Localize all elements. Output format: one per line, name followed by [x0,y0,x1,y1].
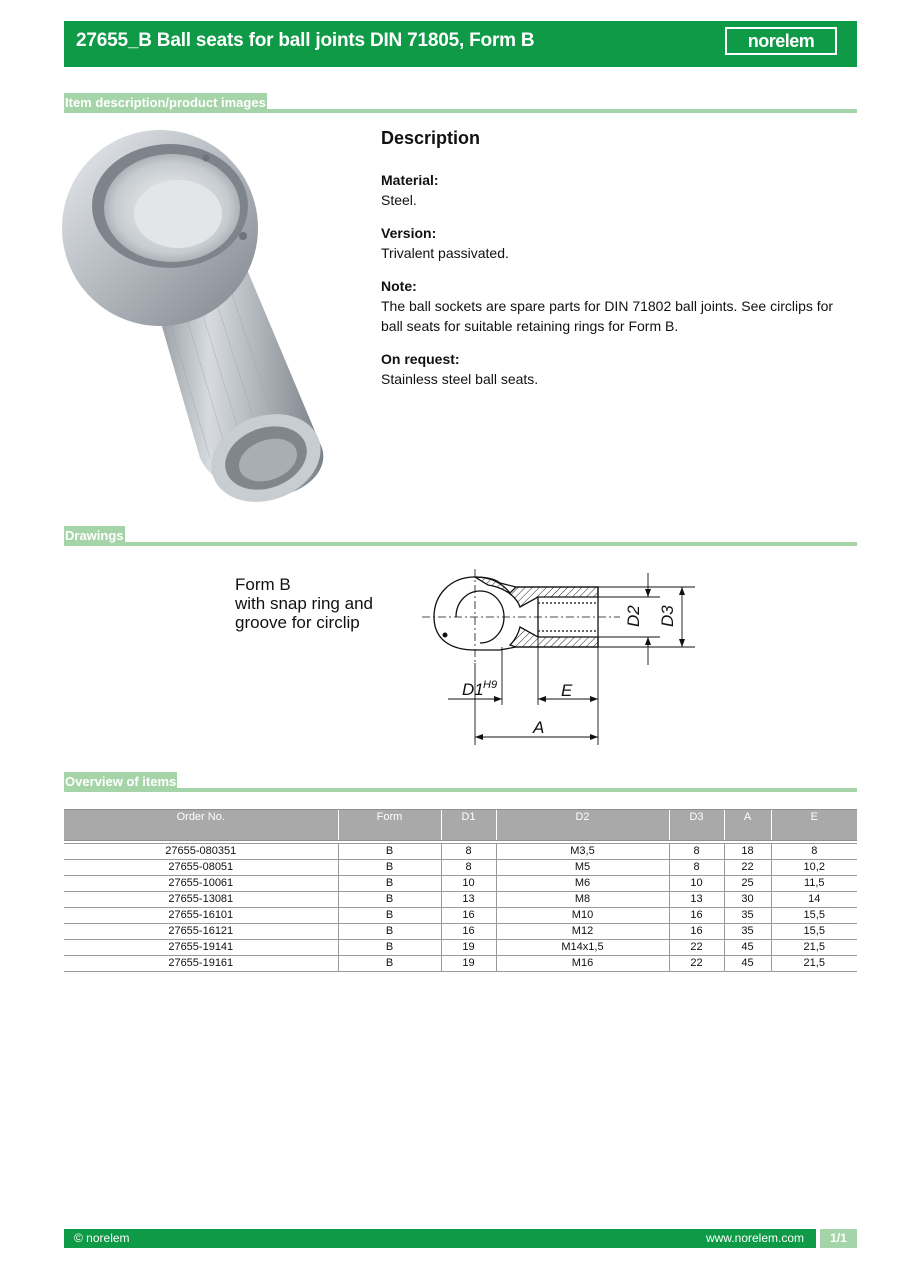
on-request-block [381,349,857,389]
on-request-value: Stainless steel ball seats. [381,371,539,387]
cell-a: 45 [724,940,771,956]
cell-d2: M12 [496,924,669,940]
section-drawings [64,524,857,546]
footer-url-link[interactable]: www.norelem.com [705,1231,804,1245]
version-block [381,223,857,263]
section-label: Overview of items [64,772,177,792]
footer-copyright: © norelem [74,1231,130,1245]
version-value: Trivalent passivated. [381,245,509,261]
cell-d3: 10 [669,876,724,892]
note-label: Note: [381,278,417,294]
cell-e: 11,5 [771,876,857,892]
form-line-1: Form B [235,575,291,594]
cell-d3: 22 [669,940,724,956]
dim-d2-label: D2 [624,605,643,627]
cell-order-no: 27655-16101 [64,908,338,924]
cell-d3: 8 [669,860,724,876]
cell-e: 15,5 [771,908,857,924]
cell-e: 10,2 [771,860,857,876]
material-value: Steel. [381,192,417,208]
table-row [64,860,857,876]
items-table [64,809,857,972]
product-image [60,128,335,508]
cell-d1: 8 [441,844,496,860]
cell-form: B [338,860,441,876]
cell-e: 8 [771,844,857,860]
cell-e: 15,5 [771,924,857,940]
table-row [64,908,857,924]
col-d3: D3 [669,810,724,841]
col-d2: D2 [496,810,669,841]
cell-d1: 19 [441,956,496,972]
page-title: 27655_B Ball seats for ball joints DIN 71805, Form B [76,30,535,51]
header-bar [64,21,857,67]
cell-form: B [338,892,441,908]
on-request-label: On request: [381,351,460,367]
cell-d3: 16 [669,924,724,940]
technical-drawing [420,565,700,750]
col-d1: D1 [441,810,496,841]
norelem-logo: norelem [725,27,837,55]
cell-a: 35 [724,924,771,940]
cell-a: 45 [724,956,771,972]
cell-a: 35 [724,908,771,924]
col-order-no: Order No. [64,810,338,841]
cell-form: B [338,940,441,956]
cell-a: 30 [724,892,771,908]
cell-a: 22 [724,860,771,876]
table-row [64,956,857,972]
cell-d3: 22 [669,956,724,972]
cell-form: B [338,844,441,860]
table-row [64,940,857,956]
cell-d2: M10 [496,908,669,924]
dim-a-label: A [533,718,545,737]
cell-form: B [338,956,441,972]
cell-form: B [338,876,441,892]
table-row [64,924,857,940]
cell-d2: M16 [496,956,669,972]
dim-d1-tolerance: H9 [483,679,498,691]
cell-d1: 19 [441,940,496,956]
dim-d3-label: D3 [658,605,677,627]
version-label: Version: [381,225,437,241]
section-label: Drawings [64,526,125,546]
section-label: Item description/product images [64,93,267,113]
cell-order-no: 27655-19161 [64,956,338,972]
section-rule [64,788,857,792]
cell-e: 21,5 [771,956,857,972]
cell-e: 21,5 [771,940,857,956]
form-line-2: with snap ring and [235,594,373,613]
footer-bar [64,1229,816,1248]
note-value: The ball sockets are spare parts for DIN 71802 ball joints. See circlips for ball seats for suitable retaining rings for Form B. [381,298,834,334]
dim-d1-label: D1 [462,680,484,699]
section-rule [64,542,857,546]
table-row [64,844,857,860]
col-form: Form [338,810,441,841]
col-a: A [724,810,771,841]
cell-d1: 8 [441,860,496,876]
form-line-3: groove for circlip [235,613,360,632]
cell-d2: M6 [496,876,669,892]
cell-form: B [338,908,441,924]
cell-d3: 16 [669,908,724,924]
cell-order-no: 27655-080351 [64,844,338,860]
cell-a: 18 [724,844,771,860]
cell-d2: M8 [496,892,669,908]
col-e: E [771,810,857,841]
material-label: Material: [381,172,439,188]
cell-form: B [338,924,441,940]
section-item-description [64,91,857,113]
drawing-form-caption [235,575,373,632]
cell-order-no: 27655-19141 [64,940,338,956]
cell-order-no: 27655-08051 [64,860,338,876]
cell-d2: M3,5 [496,844,669,860]
cell-a: 25 [724,876,771,892]
dim-e-label: E [561,681,573,700]
cell-d2: M5 [496,860,669,876]
cell-order-no: 27655-10061 [64,876,338,892]
description-title: Description [381,128,481,148]
table-header-row [64,810,857,841]
cell-e: 14 [771,892,857,908]
table-row [64,876,857,892]
cell-d1: 10 [441,876,496,892]
cell-d2: M14x1,5 [496,940,669,956]
cell-d3: 8 [669,844,724,860]
page-number: 1/1 [820,1229,857,1248]
cell-d1: 13 [441,892,496,908]
section-overview [64,770,857,792]
cell-d1: 16 [441,924,496,940]
cell-order-no: 27655-13081 [64,892,338,908]
note-block [381,276,857,336]
cell-order-no: 27655-16121 [64,924,338,940]
material-block [381,170,857,210]
cell-d3: 13 [669,892,724,908]
cell-d1: 16 [441,908,496,924]
table-row [64,892,857,908]
